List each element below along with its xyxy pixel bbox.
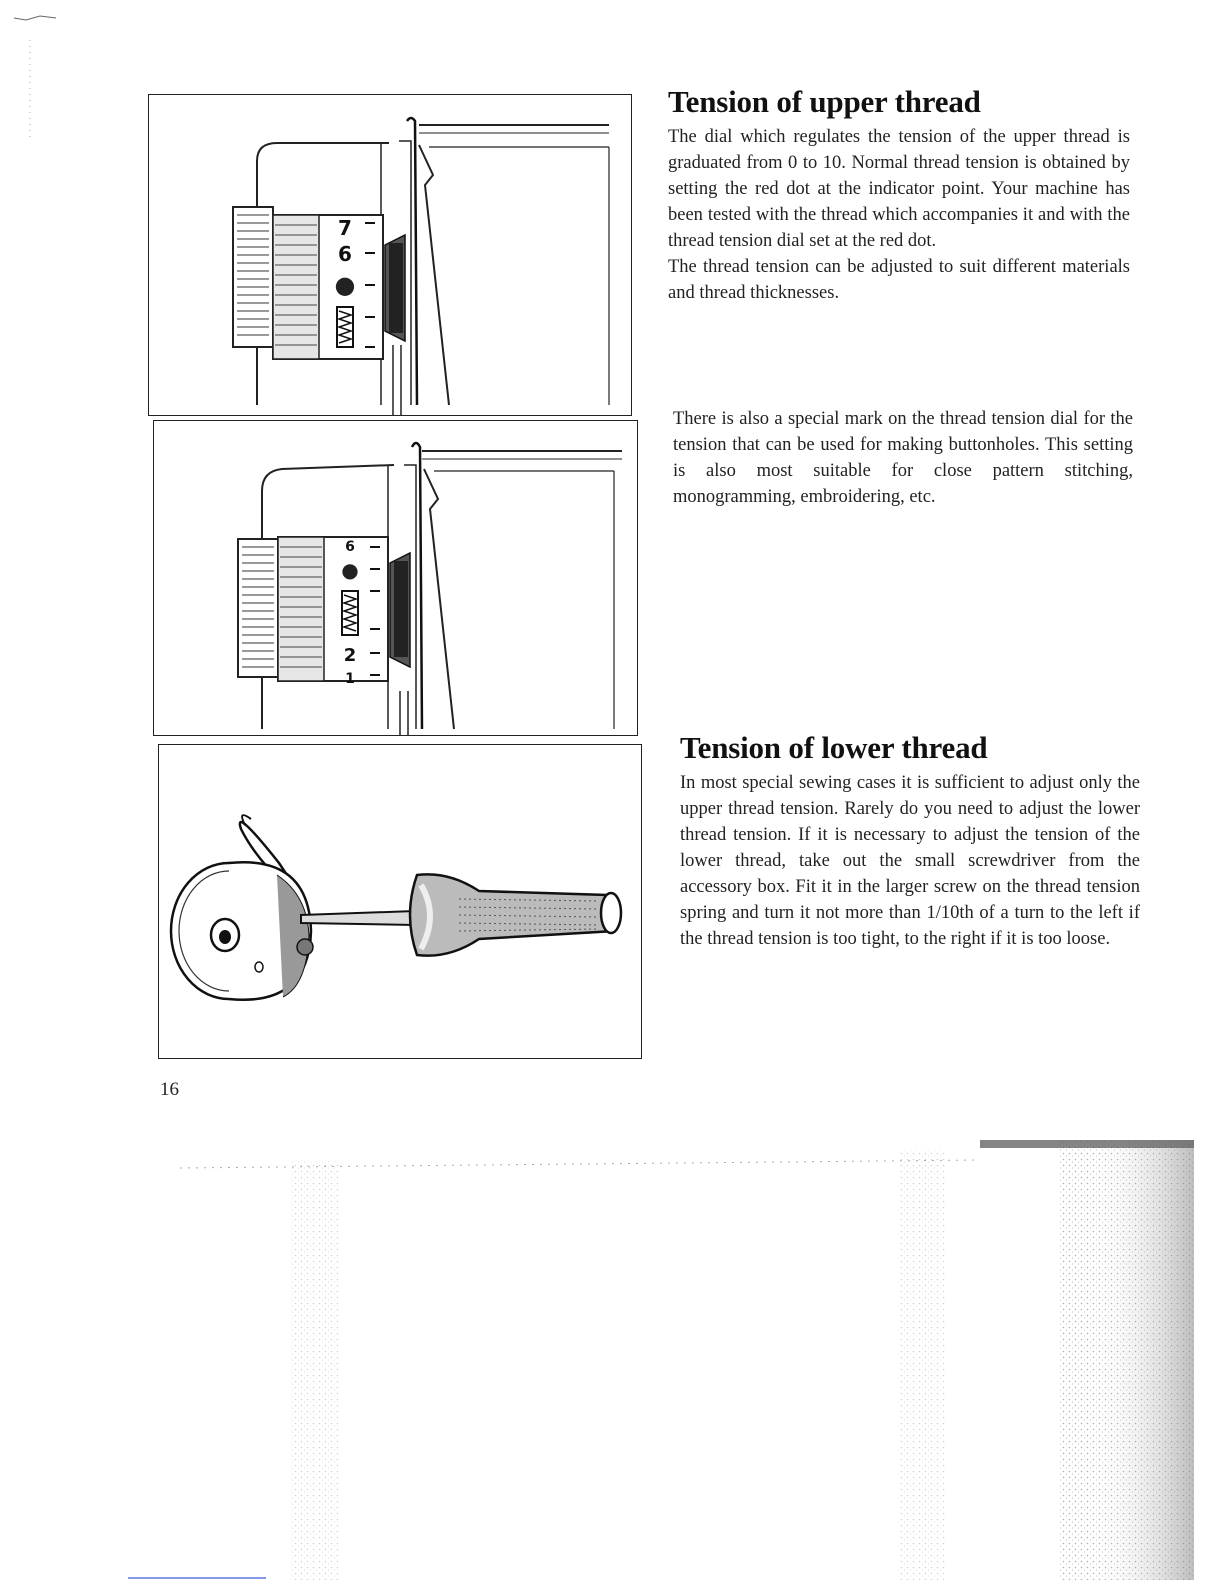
page-number: 16 xyxy=(160,1079,179,1100)
heading-lower-thread: Tension of lower thread xyxy=(680,730,988,765)
upper-thread-text xyxy=(668,124,1130,306)
dial-mark-red-dot: ● xyxy=(334,271,356,299)
dial-mark: 7 xyxy=(338,216,352,240)
tension-dial-buttonhole-illustration xyxy=(154,421,637,735)
upper-thread-paragraph-2: The thread tension can be adjusted to suit different materials and thread thicknesses. xyxy=(668,257,1130,303)
dial-mark: 6 xyxy=(338,242,352,266)
screwdriver-icon xyxy=(301,874,621,955)
bobbin-case-screwdriver-illustration xyxy=(159,745,641,1058)
dial-mark: 2 xyxy=(343,645,357,666)
dial-mark-red-dot: ● xyxy=(341,558,359,582)
upper-thread-paragraph-1: The dial which regulates the tension of the upper thread is graduated from 0 to 10. Normal thread tension is obtained by setting the red dot at the indicator point. Your machine has been tested with the thread which accompanies it and with the thread tension dial set at the red dot. xyxy=(668,127,1130,251)
dial-mark: 1 xyxy=(345,671,355,687)
tension-dial-normal-illustration xyxy=(149,95,631,415)
buttonhole-tension-paragraph: There is also a special mark on the thread tension dial for the tension that can be used for making buttonholes. This setting is also most suitable for close pattern stitching, monogramming, embroidering, etc. xyxy=(673,409,1133,507)
lower-thread-paragraph: In most special sewing cases it is sufficient to adjust only the upper thread tension. Rarely do you need to adjust the lower thread tension. If it is necessary to adjust the tension of the lower thread, take out the small screwdriver from the accessory box. Fit it in the larger screw on the thread tension spring and turn it not more than 1/10th of a turn to the left if the thread tension is too tight, to the right if it is too loose. xyxy=(680,773,1140,949)
dial-mark: 6 xyxy=(345,539,355,555)
figure-bobbin-case xyxy=(158,744,642,1059)
figure-dial-buttonhole xyxy=(153,420,638,736)
figure-dial-normal xyxy=(148,94,632,416)
heading-upper-thread: Tension of upper thread xyxy=(668,84,981,119)
bobbin-case-icon xyxy=(171,815,313,1000)
